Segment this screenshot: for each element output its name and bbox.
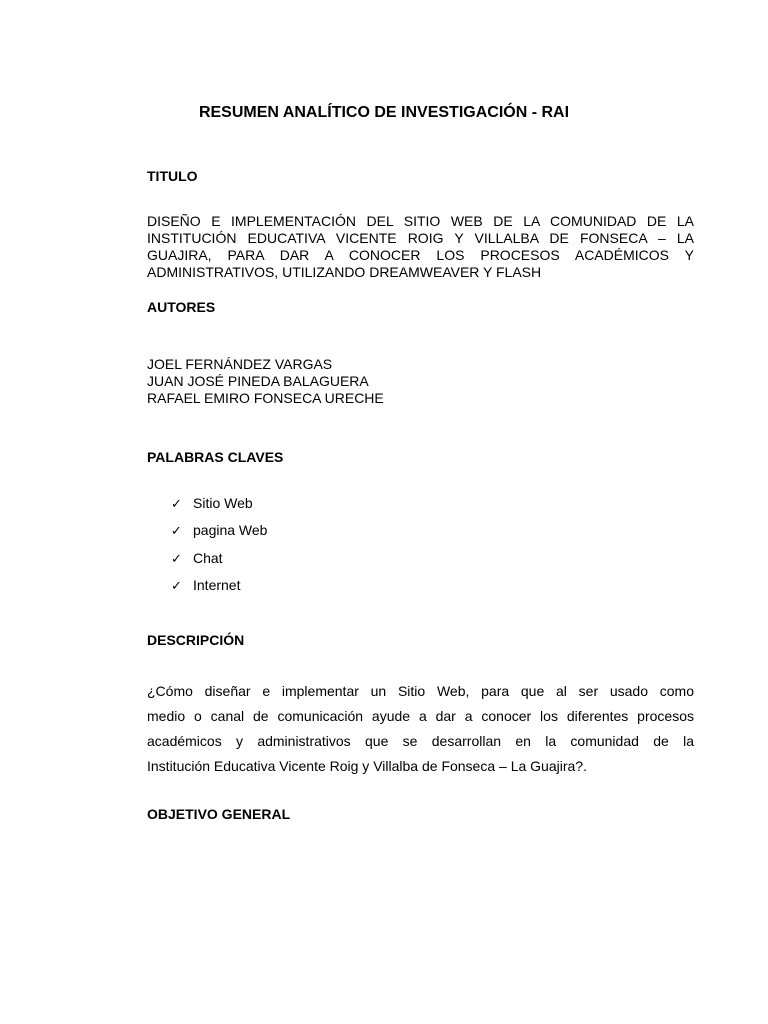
keyword-label: Sitio Web	[193, 495, 253, 511]
document-title: RESUMEN ANALÍTICO DE INVESTIGACIÓN - RAI	[198, 104, 570, 121]
keyword-item	[171, 517, 267, 544]
check-icon: ✓	[171, 523, 182, 539]
autor-name: JOEL FERNÁNDEZ VARGAS	[147, 356, 333, 372]
titulo-line: ADMINISTRATIVOS, UTILIZANDO DREAMWEAVER Y FLASH	[147, 264, 542, 280]
keyword-label: Chat	[193, 549, 223, 566]
check-icon: ✓	[171, 550, 182, 566]
titulo-line: INSTITUCIÓN EDUCATIVA VICENTE ROIG Y VILLALBA DE FONSECA – LA	[147, 230, 694, 246]
keyword-label: Internet	[193, 576, 241, 593]
keyword-item	[171, 545, 267, 572]
titulo-line: DISEÑO E IMPLEMENTACIÓN DEL SITIO WEB DE LA COMUNIDAD DE LA	[147, 213, 694, 229]
keyword-label: pagina Web	[193, 522, 268, 539]
keyword-item	[171, 490, 267, 517]
descripcion-heading: DESCRIPCIÓN	[147, 632, 245, 648]
descripcion-line: ¿Cómo diseñar e implementar un Sitio Web, para que al ser usado como	[147, 683, 694, 699]
titulo-text	[147, 213, 694, 281]
keyword-item	[171, 572, 267, 599]
check-icon: ✓	[171, 577, 182, 593]
autor-name: JUAN JOSÉ PINEDA BALAGUERA	[147, 373, 369, 389]
descripcion-line: académicos y administrativos que se desarrollan en la comunidad de la	[147, 733, 694, 749]
autor-name: RAFAEL EMIRO FONSECA URECHE	[147, 390, 384, 406]
titulo-heading: TITULO	[147, 168, 198, 184]
descripcion-line: Institución Educativa Vicente Roig y Villalba de Fonseca – La Guajira?.	[147, 758, 587, 774]
palabras-claves-heading: PALABRAS CLAVES	[147, 449, 284, 465]
keyword-list	[171, 490, 267, 599]
check-icon: ✓	[171, 496, 182, 511]
autores-list	[147, 356, 694, 407]
descripcion-text	[147, 679, 694, 779]
titulo-line: GUAJIRA, PARA DAR A CONOCER LOS PROCESOS ACADÉMICOS Y	[147, 247, 694, 263]
descripcion-line: medio o canal de comunicación ayude a dar a conocer los diferentes procesos	[147, 708, 694, 724]
objetivo-general-heading: OBJETIVO GENERAL	[147, 806, 291, 822]
autores-heading: AUTORES	[147, 299, 216, 315]
